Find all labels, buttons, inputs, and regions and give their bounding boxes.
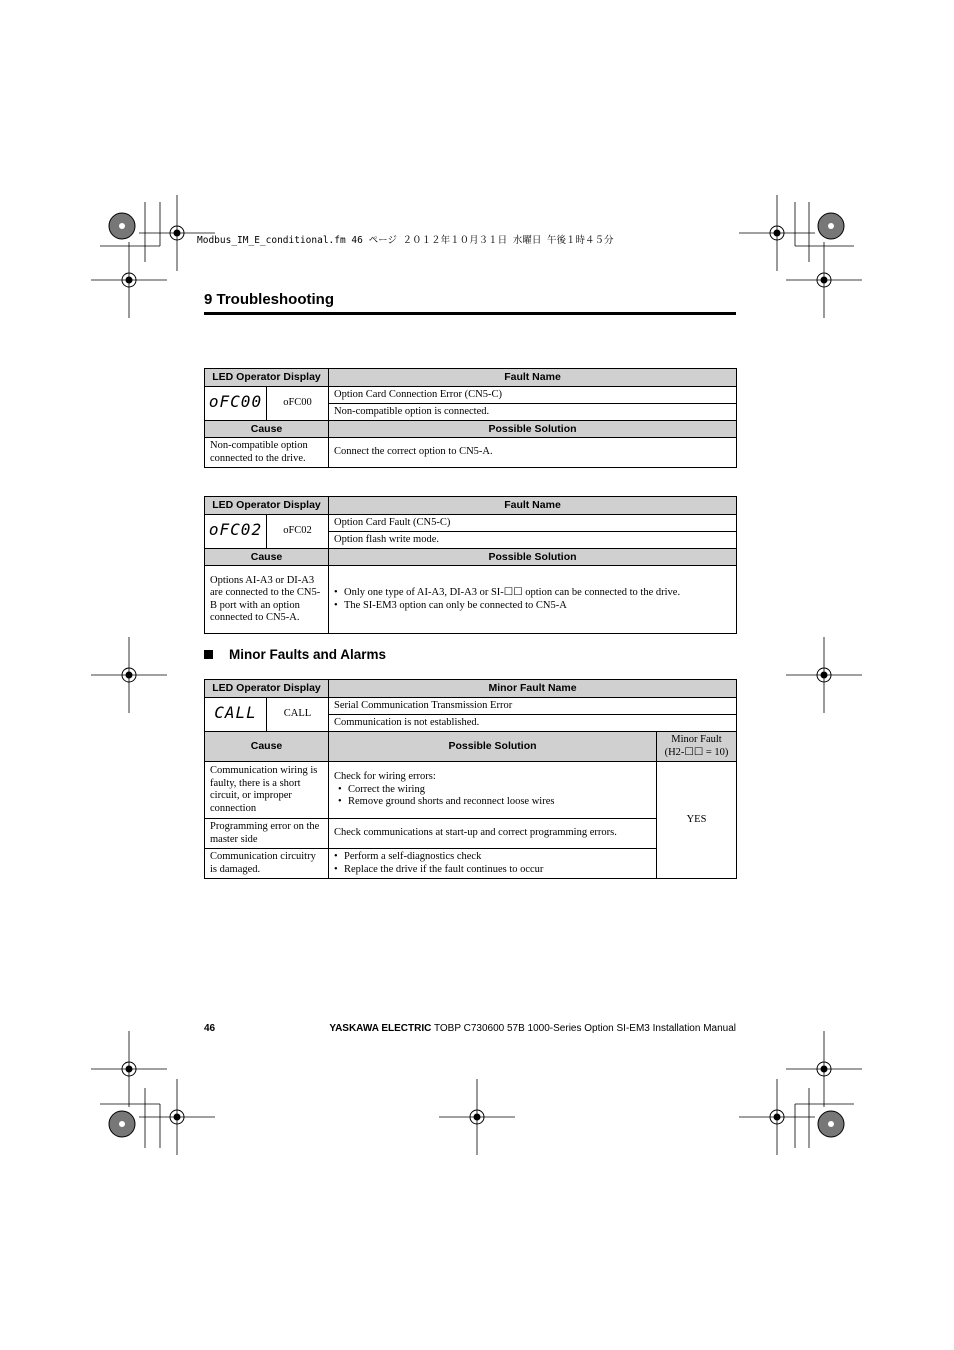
subheading-text: Minor Faults and Alarms (229, 647, 387, 662)
minor-fault-table-call (204, 679, 737, 879)
solution-item: • Correct the wiring (348, 784, 651, 797)
file-header: Modbus_IM_E_conditional.fm 46 ページ ２０１２年１０月３１日 水曜日 午後１時４５分 (197, 235, 614, 246)
header-led-display: LED Operator Display (205, 369, 329, 387)
solution-intro: Check for wiring errors: (334, 771, 436, 783)
solution-list (329, 849, 657, 879)
header-possible-solution: Possible Solution (329, 421, 737, 438)
header-cause: Cause (205, 421, 329, 438)
header-cause: Cause (205, 732, 329, 762)
square-bullet-icon (204, 650, 213, 659)
fault-table-ofc02 (204, 496, 737, 634)
cause-text: Programming error on the master side (205, 819, 329, 849)
solution-text: Connect the correct option to CN5-A. (329, 438, 737, 468)
fault-table-ofc00 (204, 368, 737, 468)
fault-code: oFC02 (267, 515, 329, 549)
header-minor-fault-name: Minor Fault Name (329, 680, 737, 698)
led-display-text: CALL (214, 702, 257, 722)
footer-document-title (329, 1023, 736, 1034)
cause-text: Options AI-A3 or DI-A3 are connected to the CN5-B port with an option connected to CN5-A. (205, 566, 329, 634)
cause-text: Non-compatible option connected to the drive. (205, 438, 329, 468)
solution-item: • Only one type of AI-A3, DI-A3 or SI-☐☐ option can be connected to the drive. (344, 587, 731, 600)
header-possible-solution: Possible Solution (329, 732, 657, 762)
led-display-image (205, 515, 267, 549)
fault-name: Option Card Connection Error (CN5-C) (329, 387, 737, 404)
solution-list (329, 566, 737, 634)
minor-fault-value: YES (657, 762, 737, 879)
led-display-image (205, 387, 267, 421)
led-display-image (205, 698, 267, 732)
header-fault-name: Fault Name (329, 369, 737, 387)
solution-item: • Perform a self-diagnostics check (344, 851, 651, 864)
solution-item: • Remove ground shorts and reconnect loose wires (348, 796, 651, 809)
header-possible-solution: Possible Solution (329, 549, 737, 566)
section-title: 9 Troubleshooting (204, 291, 334, 308)
cause-text: Communication circuitry is damaged. (205, 849, 329, 879)
led-display-text: oFC00 (208, 391, 263, 411)
led-display-text: oFC02 (208, 519, 263, 539)
cause-text: Communication wiring is faulty, there is a short circuit, or improper connection (205, 762, 329, 819)
fault-code: CALL (267, 698, 329, 732)
header-led-display: LED Operator Display (205, 680, 329, 698)
footer-brand: YASKAWA ELECTRIC (329, 1023, 432, 1034)
solution-item: • The SI-EM3 option can only be connected to CN5-A (344, 600, 731, 613)
fault-description: Non-compatible option is connected. (329, 404, 737, 421)
solution-text: Check communications at start-up and correct programming errors. (329, 819, 657, 849)
fault-name: Serial Communication Transmission Error (329, 698, 737, 715)
header-led-display: LED Operator Display (205, 497, 329, 515)
header-cause: Cause (205, 549, 329, 566)
header-fault-name: Fault Name (329, 497, 737, 515)
subheading (204, 647, 386, 662)
solution-text (329, 762, 657, 819)
fault-name: Option Card Fault (CN5-C) (329, 515, 737, 532)
footer-doc: TOBP C730600 57B 1000-Series Option SI-EM3 Installation Manual (431, 1023, 736, 1034)
header-minor-fault-line1: Minor Fault (671, 734, 722, 745)
section-rule (204, 312, 736, 315)
fault-description: Option flash write mode. (329, 532, 737, 549)
page-number: 46 (204, 1023, 216, 1034)
header-minor-fault (657, 732, 737, 762)
fault-code: oFC00 (267, 387, 329, 421)
solution-item: • Replace the drive if the fault continues to occur (344, 864, 651, 877)
fault-description: Communication is not established. (329, 715, 737, 732)
header-minor-fault-line2: (H2-☐☐ = 10) (664, 746, 729, 758)
